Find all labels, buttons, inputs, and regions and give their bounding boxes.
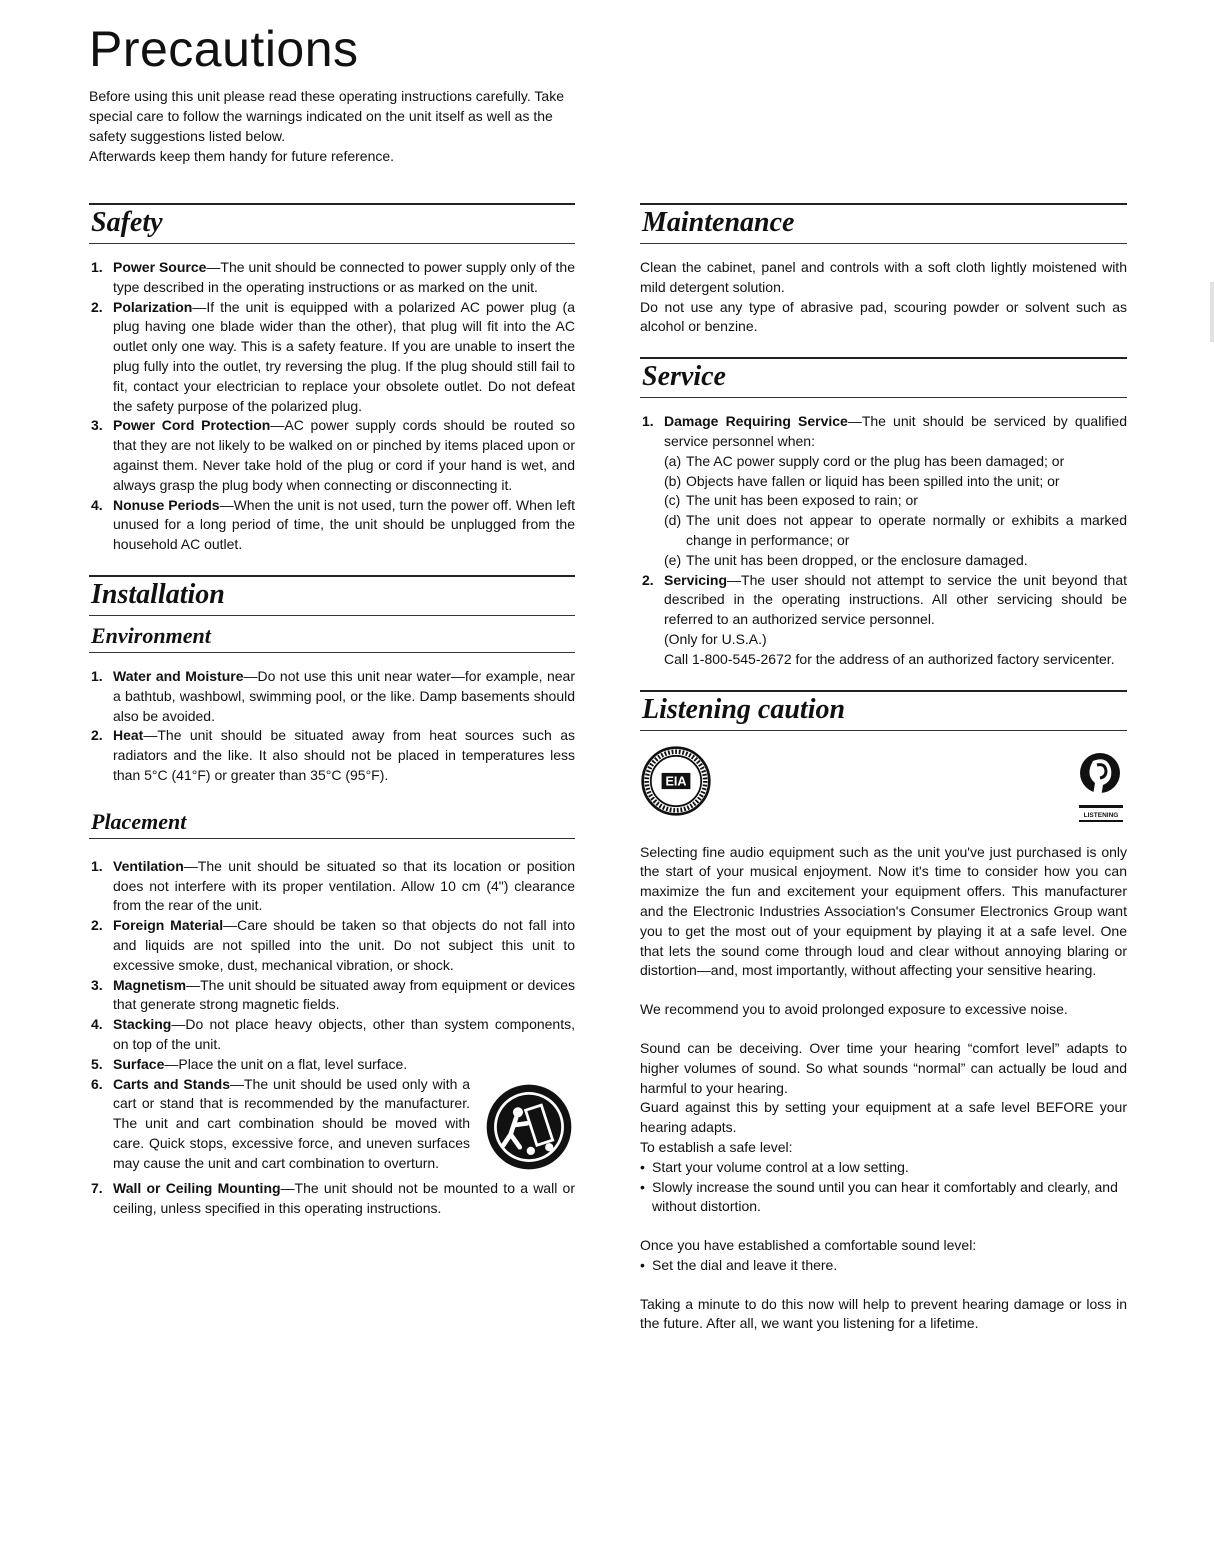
safety-list <box>89 258 575 555</box>
service-sublist <box>664 452 1127 571</box>
item-term: Nonuse Periods <box>113 496 220 513</box>
logo-row <box>640 745 1127 827</box>
sublist-text: The AC power supply cord or the plug has been damaged; or <box>686 452 1065 469</box>
item-term: Ventilation <box>113 857 184 874</box>
listening-paragraph: Guard against this by setting your equipment at a safe level BEFORE your hearing adapts. <box>640 1099 1127 1136</box>
sublist-item <box>664 452 1127 472</box>
list-item <box>640 412 1127 570</box>
service-heading-bar <box>640 357 1127 398</box>
item-term: Water and Moisture <box>113 667 244 684</box>
installation-heading-bar <box>89 575 575 616</box>
item-term: Power Source <box>113 259 207 275</box>
list-item <box>89 726 575 785</box>
maintenance-paragraph: Clean the cabinet, panel and controls with a soft cloth lightly moistened with mild detergent solution. <box>640 259 1127 295</box>
list-item <box>89 1015 575 1055</box>
item-number: 3. <box>91 417 103 434</box>
item-term: Servicing <box>664 571 728 588</box>
service-heading: Service <box>642 361 726 393</box>
item-term: Heat <box>113 727 144 744</box>
listening-paragraph: Taking a minute to do this now will help to prevent hearing damage or loss in the future. After all, we want you listening for a lifetime. <box>640 1295 1127 1332</box>
item-number: 3. <box>91 976 103 993</box>
item-text: —The unit should be situated away from heat sources such as radiators and the like. It also should not be placed in temperatures less than 5°C (41°F) or greater than 35°C (95°F). <box>113 727 575 783</box>
list-item <box>89 1055 575 1075</box>
item-text: —The unit should be connected to power supply only of the type described in the operating instructions or as marked on the unit. <box>113 259 575 295</box>
listening-paragraph: Sound can be deceiving. Over time your hearing “comfort level” adapts to higher volumes of sound. So what sounds “normal” can actually be loud and harmful to your hearing. <box>640 1039 1127 1096</box>
item-number: 2. <box>91 298 103 315</box>
list-item <box>89 416 575 495</box>
item-number: 4. <box>91 496 103 513</box>
service-phone-text: Call 1-800-545-2672 for the address of an authorized factory servicenter. <box>664 650 1115 667</box>
item-number: 1. <box>91 857 103 874</box>
listening-paragraph: We recommend you to avoid prolonged exposure to excessive noise. <box>640 1001 1068 1018</box>
intro-paragraph: Afterwards keep them handy for future reference. <box>89 148 395 164</box>
left-column <box>89 203 575 1219</box>
sublist-text: The unit has been exposed to rain; or <box>686 492 918 509</box>
sublist-item <box>664 491 1127 511</box>
placement-heading: Placement <box>91 808 187 834</box>
item-number: 2. <box>642 571 654 588</box>
item-term: Polarization <box>113 298 193 315</box>
eia-logo-text: EIA <box>665 774 687 789</box>
item-number: 1. <box>91 259 103 275</box>
sublist-label: (a) <box>664 452 682 469</box>
item-term: Carts and Stands <box>113 1075 230 1092</box>
item-text: —The unit should be situated so that its location or position does not interfere with its proper ventilation. Allow 10 cm (4") clearance from the rear of the unit. <box>113 857 575 914</box>
list-item <box>640 571 1127 670</box>
usa-note: (Only for U.S.A.) <box>664 630 767 647</box>
placement-heading-bar <box>89 806 575 839</box>
item-term: Stacking <box>113 1016 172 1033</box>
item-text: —Place the unit on a flat, level surface. <box>164 1055 408 1072</box>
list-item <box>89 667 575 726</box>
listening-heading: Listening caution <box>642 693 846 725</box>
sublist-label: (e) <box>664 551 682 568</box>
sublist-text: The unit does not appear to operate normally or exhibits a marked change in performance; or <box>686 512 1127 548</box>
sublist-label: (d) <box>664 512 682 529</box>
sublist-label: (c) <box>664 492 681 509</box>
item-number: 4. <box>91 1016 103 1033</box>
item-text: —Do not place heavy objects, other than system components, on top of the unit. <box>113 1016 575 1052</box>
sublist-label: (b) <box>664 472 682 489</box>
item-term: Damage Requiring Service <box>664 413 848 430</box>
eia-seal-icon <box>640 745 712 817</box>
service-list <box>640 412 1127 669</box>
item-text: —When the unit is not used, turn the power off. When left unused for a long period of time, the unit should be unplugged from the household AC outlet. <box>113 496 575 553</box>
intro <box>89 86 575 166</box>
item-text: —The unit should be situated away from equipment or devices that generate strong magnetic fields. <box>113 976 575 1013</box>
list-item <box>89 916 575 975</box>
bullet-item: • Set the dial and leave it there. <box>640 1256 1127 1276</box>
item-text: —The unit should be used only with a cart or stand that is recommended by the manufacturer. The unit and cart combination should be moved with care. Quick stops, excessive force, and uneven surfaces may cause the unit and cart combination to overturn. <box>113 1075 470 1171</box>
cart-warning-icon <box>483 1081 575 1173</box>
maintenance-heading-bar <box>640 203 1127 244</box>
item-text: —The unit should not be mounted to a wall or ceiling, unless specified in this operating instructions. <box>113 1180 575 1217</box>
item-number: 6. <box>91 1075 103 1092</box>
maintenance-heading: Maintenance <box>642 207 795 238</box>
list-item <box>89 1075 575 1174</box>
item-term: Wall or Ceiling Mounting <box>113 1180 281 1197</box>
listening-paragraph: Once you have established a comfortable sound level: <box>640 1237 977 1254</box>
bullet-item: • Start your volume control at a low setting. <box>640 1158 1127 1178</box>
item-number: 1. <box>91 667 103 684</box>
item-number: 5. <box>91 1055 103 1072</box>
list-item <box>89 1179 575 1219</box>
list-item <box>89 857 575 916</box>
sublist-item <box>664 511 1127 551</box>
item-number: 2. <box>91 917 103 934</box>
sublist-item <box>664 551 1127 571</box>
item-text: —AC power supply cords should be routed so that they are not likely to be walked on or pinched by items placed upon or against them. Never take hold of the plug or cord if your hand is wet, and always grasp the plug body when connecting or disconnecting it. <box>113 417 575 493</box>
environment-heading: Environment <box>91 622 211 648</box>
safety-heading-bar <box>89 203 575 244</box>
listening-paragraph: Selecting fine audio equipment such as the unit you've just purchased is only the start of your musical enjoyment. Now it's time to consider how you can maximize the fun and excitement your equipment offers. This manufacturer and the Electronic Industries Association's Consumer Electronics Group want you to get the most out of your equipment by playing it at a safe level. One that lets the sound come through loud and clear without annoying blaring or distortion—and, most importantly, without affecting your sensitive hearing. <box>640 843 1127 979</box>
list-item <box>89 496 575 555</box>
sublist-text: The unit has been dropped, or the enclosure damaged. <box>686 551 1028 568</box>
item-term: Magnetism <box>113 976 187 993</box>
listening-logo-icon <box>1073 745 1123 827</box>
item-number: 2. <box>91 727 103 744</box>
placement-list <box>89 857 575 1219</box>
safety-heading: Safety <box>91 207 163 238</box>
listening-logo-text: LISTENING <box>1083 811 1119 819</box>
list-item <box>89 976 575 1016</box>
environment-heading-bar <box>89 620 575 653</box>
installation-heading: Installation <box>91 578 225 610</box>
environment-list <box>89 667 575 786</box>
listening-heading-bar <box>640 690 1127 731</box>
sublist-text: Objects have fallen or liquid has been spilled into the unit; or <box>686 472 1060 489</box>
item-text: —Do not use this unit near water—for example, near a bathtub, washbowl, swimming pool, or the like. Damp basements should also be avoided. <box>113 667 575 724</box>
page-title: Precautions <box>89 21 359 77</box>
right-column <box>640 203 1127 1334</box>
bullet-item: • Slowly increase the sound until you can hear it comfortably and clearly, and without distortion. <box>640 1178 1127 1218</box>
maintenance-paragraph: Do not use any type of abrasive pad, scouring powder or solvent such as alcohol or benzine. <box>640 298 1127 335</box>
item-number: 7. <box>91 1180 103 1197</box>
sublist-item <box>664 472 1127 492</box>
item-text: —The user should not attempt to service the unit beyond that described in the operating instructions. All other servicing should be referred to an authorized service personnel. <box>664 571 1127 628</box>
item-text: —Care should be taken so that objects do not fall into and liquids are not spilled into the unit. Do not subject this unit to excessive smoke, dust, mechanical vibration, or shock. <box>113 917 575 973</box>
listening-paragraph: To establish a safe level: <box>640 1138 793 1155</box>
item-term: Foreign Material <box>113 917 224 934</box>
item-term: Power Cord Protection <box>113 417 271 434</box>
intro-paragraph: Before using this unit please read these operating instructions carefully. Take special care to follow the warnings indicated on the unit itself as well as the safety suggestions listed below. <box>89 88 564 144</box>
item-text: —If the unit is equipped with a polarized AC power plug (a plug having one blade wider than the other), that plug will fit into the AC outlet only one way. This is a safety feature. If you are unable to insert the plug fully into the outlet, try reversing the plug. If the plug should still fail to fit, contact your electrician to replace your obsolete outlet. Do not defeat the safety purpose of the polarized plug. <box>113 298 575 414</box>
list-item <box>89 258 575 298</box>
item-term: Surface <box>113 1055 165 1072</box>
item-text: —The unit should be serviced by qualified service personnel when: <box>664 413 1127 449</box>
page-edge-mark <box>1210 282 1214 342</box>
list-item <box>89 298 575 417</box>
item-number: 1. <box>642 413 654 430</box>
